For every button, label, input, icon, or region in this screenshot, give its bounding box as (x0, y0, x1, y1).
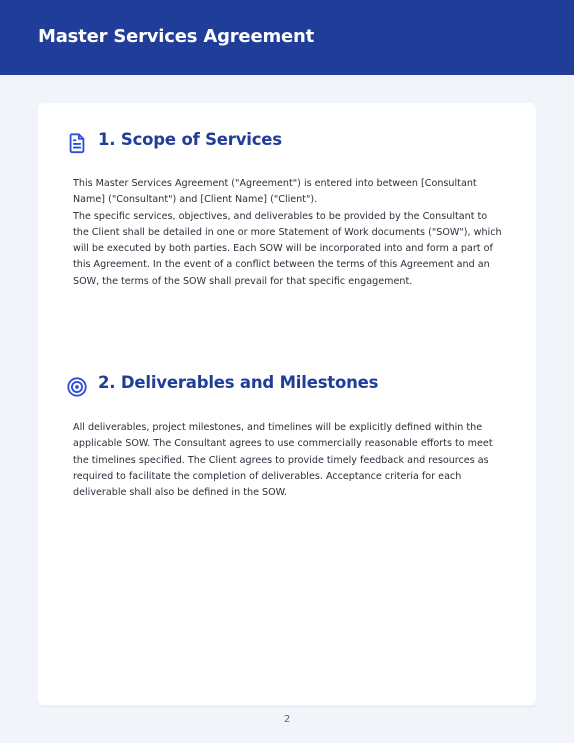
section-body-scope (73, 176, 503, 290)
card-divider (38, 706, 536, 707)
document-header (0, 0, 574, 75)
page-number: 2 (283, 714, 291, 725)
target-icon (66, 376, 88, 398)
paragraph: This Master Services Agreement ("Agreement") is entered into between [Consultant Name] ("Consultant") and [Client Name] ("Client"). (73, 178, 477, 206)
section-heading-scope: 1. Scope of Services (98, 130, 282, 149)
section-body-deliverables (73, 420, 503, 501)
section-heading-deliverables: 2. Deliverables and Milestones (98, 373, 379, 392)
paragraph: The specific services, objectives, and deliverables to be provided by the Consultant to the Client shall be detailed in one or more Statement of Work documents ("SOW"), which will be executed by both parties. Each SOW will be incorporated into and form a part of this Agreement. In the event of a conflict between the terms of this Agreement and an SOW, the terms of the SOW shall prevail for that specific engagement. (73, 210, 502, 287)
document-title: Master Services Agreement (38, 26, 315, 47)
document-icon (66, 132, 88, 154)
paragraph: All deliverables, project milestones, and timelines will be explicitly defined within the applicable SOW. The Consultant agrees to use commercially reasonable efforts to meet the timelines specified. The Client agrees to provide timely feedback and resources as required to facilitate the completion of deliverables. Acceptance criteria for each deliverable shall also be defined in the SOW. (73, 422, 493, 499)
